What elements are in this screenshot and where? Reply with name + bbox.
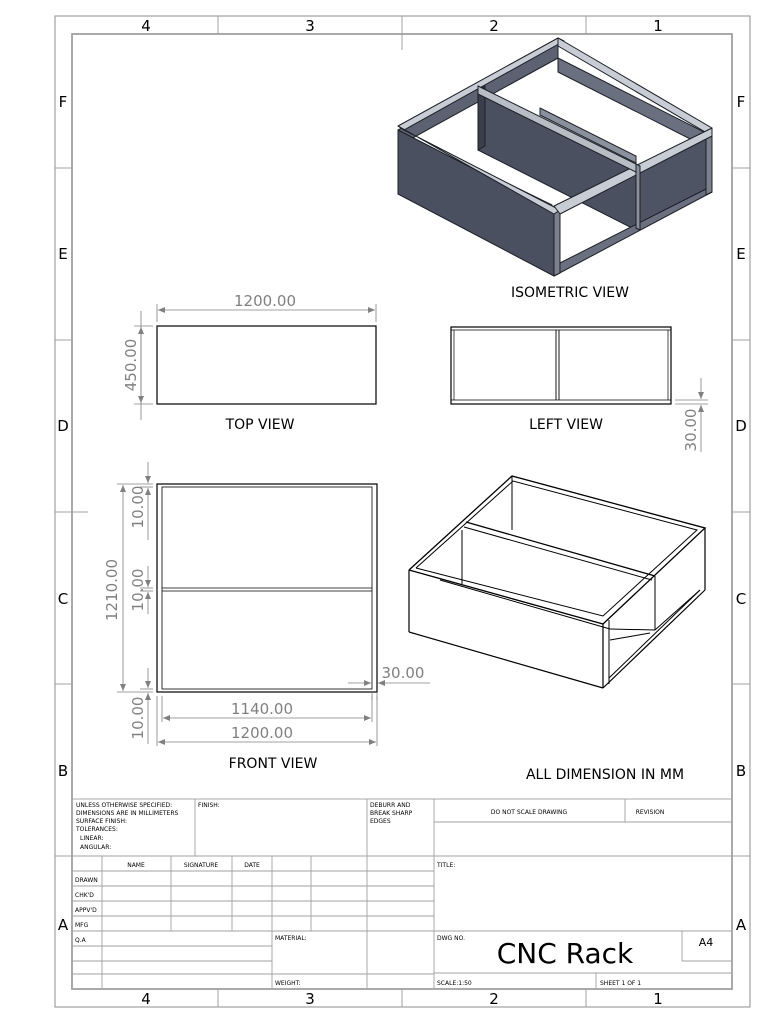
row-drawn: DRAWN: [75, 877, 98, 884]
finish-label: FINISH:: [198, 802, 220, 809]
front-view-width-dim: 1200.00: [230, 724, 294, 742]
row-label-right-f: F: [736, 93, 746, 111]
general-note-line-6: ANGULAR:: [80, 844, 112, 851]
col-label-bottom-4: 4: [141, 990, 151, 1008]
isometric-view-shaded: [398, 38, 712, 276]
col-label-bottom-2: 2: [489, 990, 499, 1008]
left-view: [451, 327, 708, 452]
row-label-left-e: E: [58, 245, 68, 263]
scale-label: SCALE:1:50: [437, 980, 472, 987]
col-label-top-2: 2: [489, 17, 499, 35]
front-view-height-dim: 1210.00: [103, 558, 121, 622]
row-checked: CHK'D: [75, 892, 94, 899]
material-label: MATERIAL:: [275, 935, 307, 942]
row-mfg: MFG: [75, 922, 89, 929]
sheet-size: A4: [698, 936, 714, 949]
col-label-top-3: 3: [305, 17, 315, 35]
isometric-view-wireframe: [409, 476, 705, 688]
dimension-note: ALL DIMENSION IN MM: [525, 767, 685, 783]
row-label-right-d: D: [735, 417, 747, 435]
row-label-right-c: C: [735, 590, 747, 608]
col-label-bottom-1: 1: [653, 990, 663, 1008]
row-label-right-a: A: [735, 916, 747, 934]
front-view-inner-width-dim: 1140.00: [230, 700, 294, 718]
no-scale-note: DO NOT SCALE DRAWING: [490, 809, 568, 816]
deburr-line-3: EDGES: [370, 818, 391, 825]
general-note-line-3: SURFACE FINISH:: [76, 818, 127, 825]
col-header-name: NAME: [127, 862, 145, 869]
front-view: [157, 484, 377, 692]
col-header-signature: SIGNATURE: [183, 862, 219, 869]
row-label-right-e: E: [736, 245, 746, 263]
front-view-bottom-rail-dim: 10.00: [129, 696, 147, 740]
deburr-line-1: DEBURR AND: [370, 802, 411, 809]
col-label-top-4: 4: [141, 17, 151, 35]
row-label-left-b: B: [57, 762, 69, 780]
general-note-line-1: UNLESS OTHERWISE SPECIFIED:: [76, 802, 173, 809]
left-view-label: LEFT VIEW: [529, 417, 603, 433]
weight-label: WEIGHT:: [275, 980, 301, 987]
isometric-view-label: ISOMETRIC VIEW: [511, 285, 629, 301]
title-label: TITLE:: [437, 862, 456, 869]
deburr-line-2: BREAK SHARP: [370, 810, 413, 817]
row-approved: APPV'D: [75, 907, 97, 914]
general-note-line-2: DIMENSIONS ARE IN MILLIMETERS: [76, 810, 179, 817]
top-view-width-dim: 1200.00: [233, 292, 297, 310]
row-label-left-d: D: [57, 417, 69, 435]
col-label-bottom-3: 3: [305, 990, 315, 1008]
row-label-left-a: A: [57, 916, 69, 934]
top-view: [134, 304, 376, 420]
front-view-mid-rail-dim: 10.00: [129, 568, 147, 612]
left-view-thickness-dim: 30.00: [682, 408, 700, 452]
top-view-label: TOP VIEW: [225, 417, 295, 433]
front-view-side-dim: 30.00: [381, 664, 425, 682]
sheet-count: SHEET 1 OF 1: [600, 980, 642, 987]
row-label-right-b: B: [735, 762, 747, 780]
revision-label: REVISION: [635, 809, 665, 816]
col-label-top-1: 1: [653, 17, 663, 35]
general-note-line-4: TOLERANCES:: [76, 826, 118, 833]
general-note-line-5: LINEAR:: [80, 835, 104, 842]
front-view-label: FRONT VIEW: [228, 756, 318, 772]
row-label-left-f: F: [58, 93, 68, 111]
col-header-date: DATE: [244, 862, 260, 869]
top-view-depth-dim: 450.00: [122, 338, 140, 392]
row-label-left-c: C: [57, 590, 69, 608]
row-qa: Q.A: [75, 937, 86, 944]
drawing-title: CNC Rack: [496, 937, 634, 970]
front-view-top-rail-dim: 10.00: [129, 485, 147, 529]
dwg-no-label: DWG NO.: [437, 935, 465, 942]
